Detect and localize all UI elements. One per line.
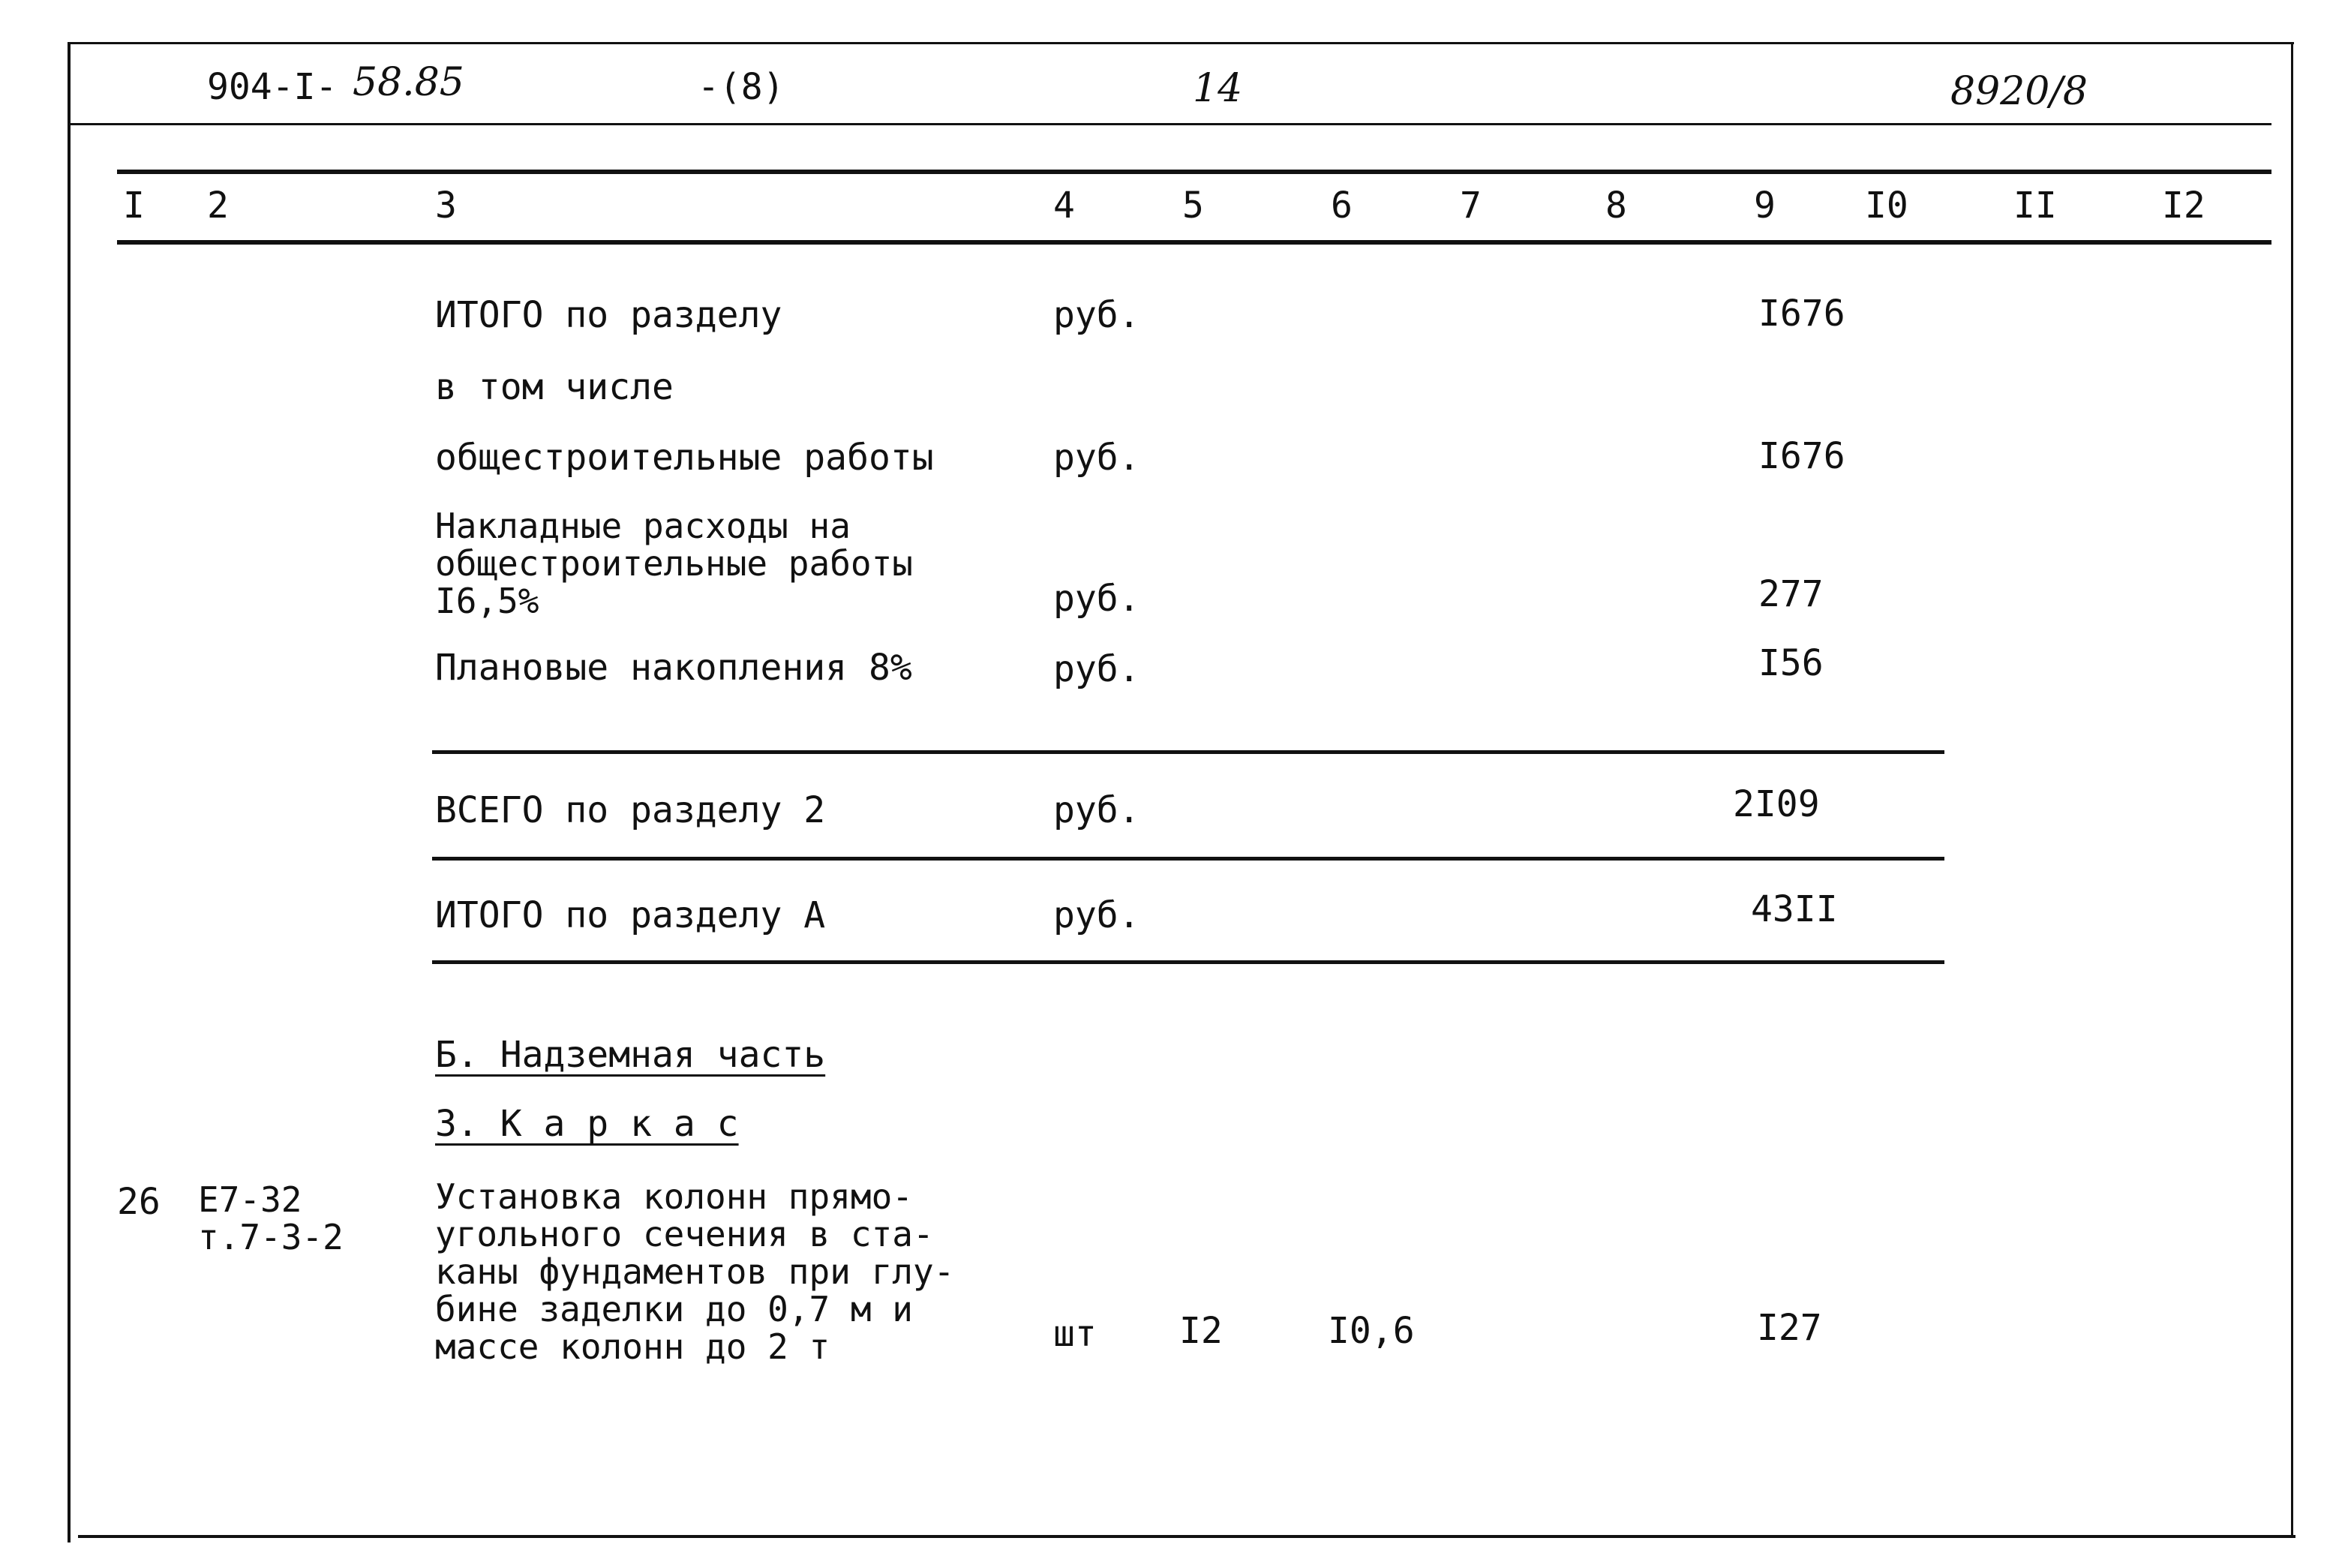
column-number-7: 7 [1460,185,1482,227]
item-quantity: I2 [1179,1310,1223,1352]
row-description: Плановые накопления 8% [435,647,912,689]
page-right-border [2291,44,2293,1536]
subtotal-rule-3 [432,960,1944,964]
column-header-bottom-rule [117,240,2271,245]
row-description: общестроительные работы [435,437,934,479]
column-header-top-rule [117,170,2271,174]
column-number-12: I2 [2162,185,2205,227]
row-description: в том числе [435,366,674,408]
row-cost: I676 [1758,293,1845,335]
row-cost: 43II [1751,888,1838,930]
column-number-6: 6 [1331,185,1353,227]
item-total-cost: I27 [1757,1307,1822,1349]
row-cost: 2I09 [1733,783,1820,825]
item-unit-cost: I0,6 [1328,1310,1415,1352]
subtotal-rule-1 [432,750,1944,754]
row-unit: руб. [1053,894,1140,936]
column-number-4: 4 [1053,185,1075,227]
row-unit: руб. [1053,437,1140,479]
page-number-handwritten: 14 [1193,66,1243,111]
row-cost: I56 [1758,642,1824,684]
row-description: ИТОГО по разделу [435,294,782,336]
column-number-2: 2 [207,185,229,227]
column-number-8: 8 [1605,185,1627,227]
column-number-9: 9 [1754,185,1776,227]
doc-part-number: -(8) [698,66,785,108]
section-heading: Б. Надземная часть [435,1034,826,1076]
row-description: Накладные расходы на общестроительные работы I6,5% [435,506,913,621]
row-unit: руб. [1053,294,1140,336]
header-divider [69,123,2271,125]
subsection-heading: 3. К а р к а с [435,1103,739,1145]
page-bottom-border [78,1535,2295,1538]
column-number-10: I0 [1865,185,1908,227]
page-top-border [68,42,2294,44]
page-left-border [68,44,71,1542]
column-number-1: I [123,185,145,227]
row-unit: руб. [1053,789,1140,831]
item-code: Е7-32 т.7-3-2 [198,1179,344,1257]
item-number: 26 [117,1181,161,1223]
subtotal-rule-2 [432,857,1944,861]
item-description: Установка колонн прямо- угольного сечения в ста- каны фундаментов при глу- бине заделки до 0,7 м и массе колонн до 2 т [435,1176,955,1367]
column-number-5: 5 [1182,185,1204,227]
row-description: ИТОГО по разделу А [435,894,826,936]
reference-handwritten: 8920/8 [1950,69,2088,114]
row-unit: руб. [1053,578,1140,620]
row-unit: руб. [1053,648,1140,690]
column-number-3: 3 [435,185,457,227]
row-cost: I676 [1758,435,1845,477]
doc-code-prefix: 904-I- [207,66,338,108]
column-number-11: II [2013,185,2057,227]
row-cost: 277 [1758,573,1824,615]
doc-code-handwritten: 58.85 [353,60,464,105]
item-unit: шт [1053,1313,1097,1355]
row-description: ВСЕГО по разделу 2 [435,789,826,831]
